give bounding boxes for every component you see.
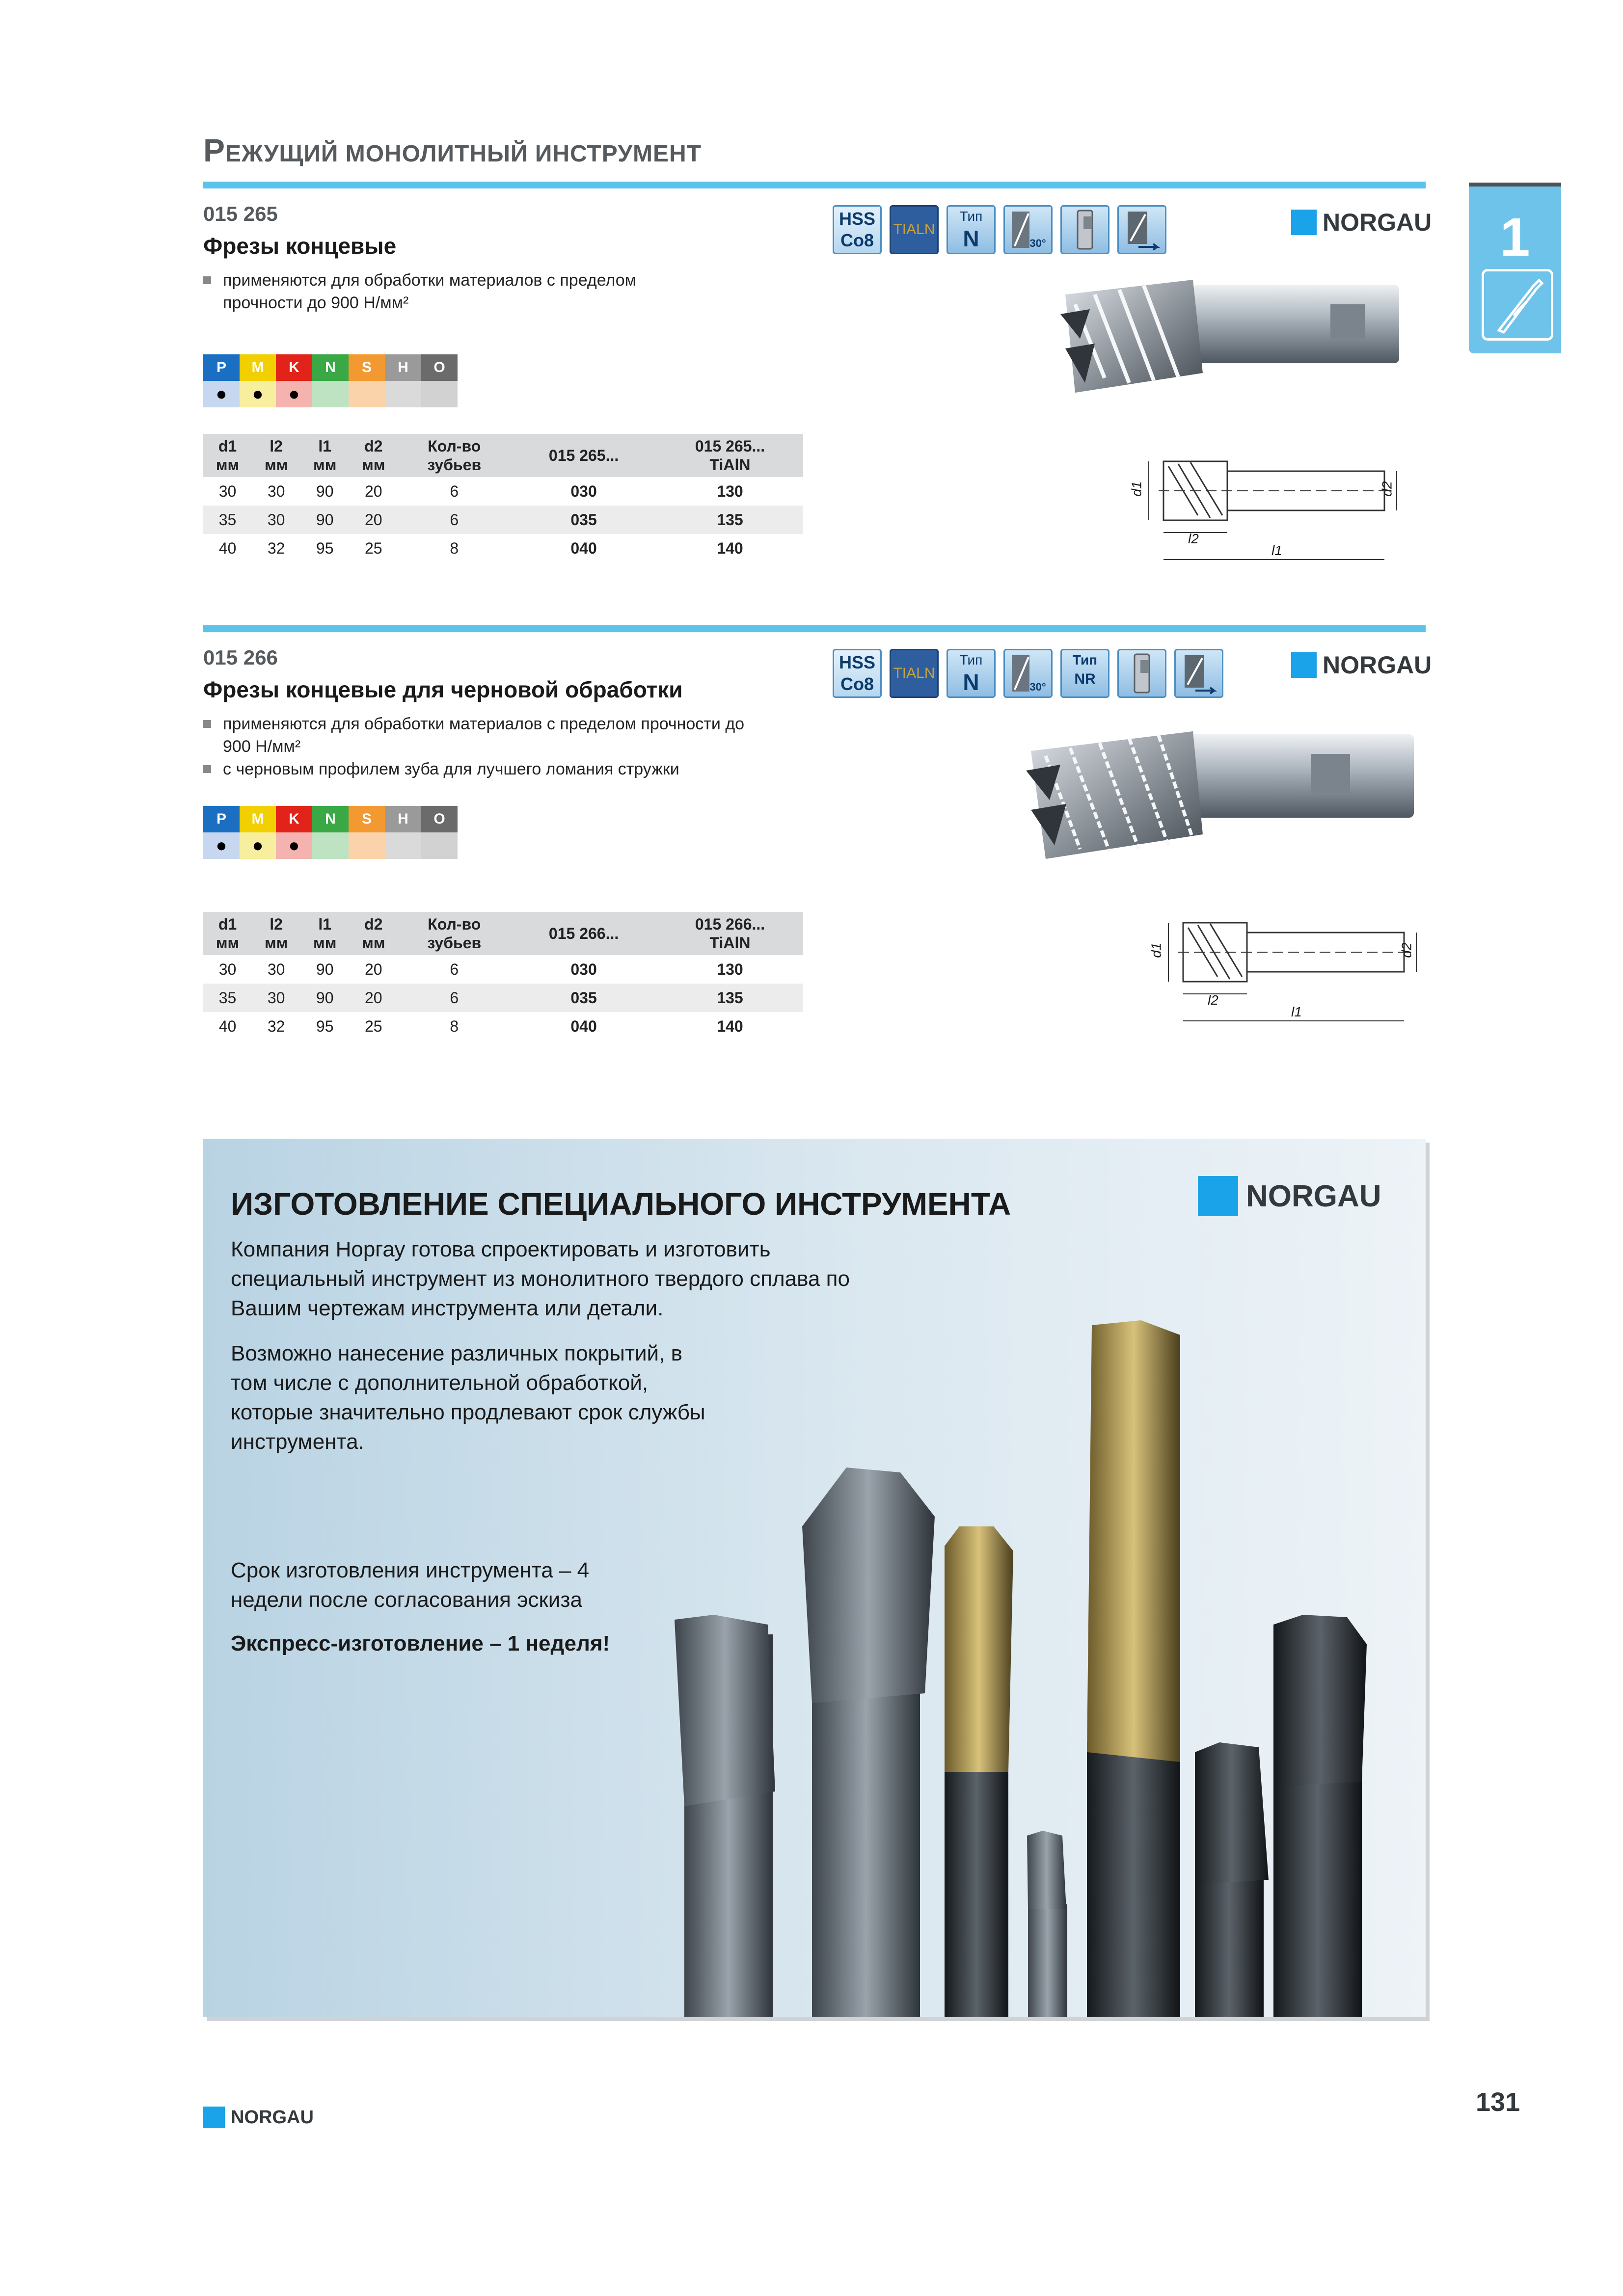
hss-co8-icon: HSS Co8 (833, 649, 882, 698)
material-h: H (385, 354, 421, 381)
material-p: P (203, 806, 240, 832)
banner-paragraph-2: Возможно нанесение различных покрытий, в том числе с дополнительной обработкой, которые значительно продлевают срок службы инструмента. (231, 1341, 705, 1454)
material-h-mark (385, 381, 421, 407)
drill-icon (1482, 269, 1553, 341)
material-n-mark (312, 381, 349, 407)
bullet-item: применяются для обработки материалов с пределом прочности до 900 Н/мм² (203, 269, 645, 314)
material-s: S (349, 806, 385, 832)
shank-flat-icon (1060, 205, 1109, 254)
col-header: l2 мм (252, 912, 300, 955)
banner-express-note: Экспресс-изготовление – 1 неделя! (231, 1631, 610, 1655)
diagram-label-d2: d2 (1379, 481, 1395, 497)
table-row: 35 30 90 20 6 035 135 (203, 506, 803, 534)
col-header: d2 мм (349, 434, 398, 477)
section1-product-image (1046, 265, 1419, 412)
bullet-item: применяются для обработки материалов с пределом прочности до 900 Н/мм² (203, 713, 773, 758)
section2-product-image (1011, 717, 1434, 879)
special-tools-image (670, 1320, 1367, 2017)
section2-sku: 015 266 (203, 646, 278, 669)
chapter-tab-cap (1469, 183, 1561, 187)
material-s-mark (349, 832, 385, 859)
material-n: N (312, 806, 349, 832)
chapter-tab[interactable] (1469, 187, 1561, 353)
col-header: Кол-во зубьев (398, 912, 511, 955)
material-h: H (385, 806, 421, 832)
material-s: S (349, 354, 385, 381)
material-p-mark: ● (203, 832, 240, 859)
chapter-number: 1 (1500, 207, 1530, 267)
col-header: l2 мм (252, 434, 300, 477)
material-n: N (312, 354, 349, 381)
col-header: d2 мм (349, 912, 398, 955)
diagram-label-l1: l1 (1271, 543, 1282, 558)
brand-logo: NORGAU (1291, 651, 1432, 679)
diagram-label-l2: l2 (1208, 992, 1218, 1008)
col-header: d1 мм (203, 434, 252, 477)
cutting-direction-icon (1174, 649, 1223, 698)
brand-logo: NORGAU (1291, 208, 1432, 237)
type-n-icon: Тип N (947, 649, 996, 698)
shank-flat-icon (1117, 649, 1166, 698)
cutting-direction-icon (1117, 205, 1166, 254)
section2-title: Фрезы концевые для черновой обработки (203, 677, 683, 702)
col-header: 015 265... (511, 434, 657, 477)
section1-spec-table (203, 434, 803, 562)
section-rule (203, 625, 1426, 632)
page-title: РЕЖУЩИЙ МОНОЛИТНЫЙ ИНСТРУМЕНТ (203, 132, 702, 168)
page-number: 131 (1476, 2087, 1520, 2117)
table-row: 30 30 90 20 6 030 130 (218, 960, 743, 978)
table-row: 30 30 90 20 6 030 130 (218, 482, 743, 500)
brand-square-icon (1291, 210, 1317, 235)
section1-sku: 015 265 (203, 202, 278, 225)
diagram-label-d1: d1 (1148, 942, 1164, 958)
section1-title: Фрезы концевые (203, 233, 397, 259)
banner-paragraph-3: Срок изготовления инструмента – 4 недели после согласования эскиза (231, 1558, 590, 1612)
diagram-label-l2: l2 (1188, 531, 1199, 546)
table-row: 40 32 95 25 8 040 140 (218, 539, 743, 557)
section1-property-icons (833, 205, 1166, 254)
diagram-label-l1: l1 (1291, 1004, 1302, 1019)
material-m-mark: ● (240, 381, 276, 407)
special-tooling-banner (203, 1139, 1426, 2017)
material-k-mark: ● (276, 832, 312, 859)
section2-dimension-drawing (1149, 903, 1424, 1031)
banner-paragraph-1: Компания Норгау готова спроектировать и изготовить специальный инструмент из монолитного твердого сплава по Вашим чертежам инструмента или детали. (231, 1237, 850, 1320)
col-header: l1 мм (300, 912, 349, 955)
type-n-icon: Тип N (947, 205, 996, 254)
brand-square-icon (1198, 1176, 1238, 1216)
helix-30-icon: 30° (1003, 649, 1053, 698)
material-n-mark (312, 832, 349, 859)
brand-square-icon (203, 2107, 225, 2128)
table-row: 40 32 95 25 8 040 140 (218, 1017, 743, 1035)
col-header: d1 мм (203, 912, 252, 955)
material-m-mark: ● (240, 832, 276, 859)
helix-30-icon: 30° (1003, 205, 1053, 254)
type-nr-icon: Тип NR (1060, 649, 1109, 698)
material-k: K (276, 354, 312, 381)
section2-property-icons (833, 649, 1223, 698)
tialn-coating-icon: TIALN (890, 649, 939, 698)
section1-material-table (203, 354, 458, 407)
material-k: K (276, 806, 312, 832)
hss-co8-icon: HSS Co8 (833, 205, 882, 254)
tialn-coating-icon: TIALN (890, 205, 939, 254)
material-p-mark: ● (203, 381, 240, 407)
col-header: 015 266... TiAlN (657, 912, 803, 955)
material-o-mark (421, 832, 458, 859)
material-m: M (240, 354, 276, 381)
material-k-mark: ● (276, 381, 312, 407)
section1-dimension-drawing (1129, 442, 1404, 569)
col-header: 015 266... (511, 912, 657, 955)
section2-bullets (203, 713, 773, 780)
diagram-label-d2: d2 (1399, 942, 1414, 958)
header-rule (203, 182, 1426, 188)
material-m: M (240, 806, 276, 832)
material-p: P (203, 354, 240, 381)
material-o: O (421, 806, 458, 832)
table-row: 35 30 90 20 6 035 135 (203, 984, 803, 1012)
section2-spec-table (203, 912, 803, 1041)
col-header: Кол-во зубьев (398, 434, 511, 477)
section2-material-table (203, 806, 458, 859)
banner-title: ИЗГОТОВЛЕНИЕ СПЕЦИАЛЬНОГО ИНСТРУМЕНТА (231, 1186, 1011, 1222)
col-header: l1 мм (300, 434, 349, 477)
section1-bullets (203, 269, 645, 314)
col-header: 015 265... TiAlN (657, 434, 803, 477)
diagram-label-d1: d1 (1129, 481, 1144, 497)
footer-brand-logo: NORGAU (203, 2107, 314, 2128)
banner-brand-logo: NORGAU (1198, 1176, 1381, 1216)
material-h-mark (385, 832, 421, 859)
material-o-mark (421, 381, 458, 407)
material-s-mark (349, 381, 385, 407)
brand-square-icon (1291, 652, 1317, 678)
bullet-item: с черновым профилем зуба для лучшего ломания стружки (203, 758, 773, 780)
material-o: O (421, 354, 458, 381)
